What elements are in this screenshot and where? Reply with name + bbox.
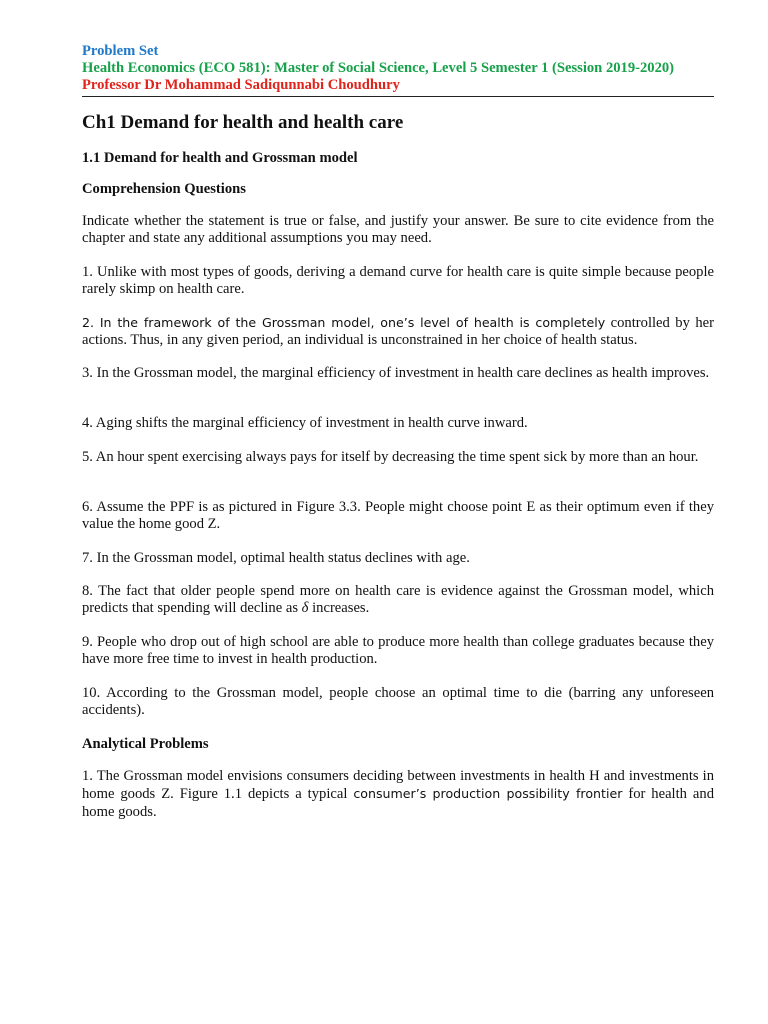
section-title: 1.1 Demand for health and Grossman model [82, 150, 358, 166]
delta-symbol: δ [301, 600, 309, 617]
analytical-problem-1-text-a: 1. The Grossman model envisions consumers deciding between investments in health H and investments in home goods Z. Figure 1.1 depicts a typical [82, 768, 714, 803]
question-9: 9. People who drop out of high school are able to produce more health than college graduates because they have more free time to invest in health production. [82, 634, 714, 668]
comprehension-heading: Comprehension Questions [82, 181, 246, 197]
analytical-problem-1-text-c: for health and home goods. [82, 786, 714, 820]
header-professor: Professor Dr Mohammad Sadiqunnabi Choudhury [82, 77, 400, 93]
question-1: 1. Unlike with most types of goods, deriving a demand curve for health care is quite simple because people rarely skimp on health care. [82, 264, 714, 298]
question-3: 3. In the Grossman model, the marginal efficiency of investment in health care declines as health improves. [82, 365, 710, 381]
header-course-title: Health Economics (ECO 581): Master of Social Science, Level 5 Semester 1 (Session 2019-2020) [82, 60, 675, 76]
question-7: 7. In the Grossman model, optimal health status declines with age. [82, 550, 470, 566]
question-8-text-b: increases. [308, 600, 370, 617]
analytical-problem-1-text-b: consumer’s production possibility frontier [353, 786, 623, 802]
question-2-text-a: 2. In the framework of the Grossman model, one’s level of health is completely [82, 315, 606, 330]
question-2 [82, 314, 714, 350]
header-problem-set: Problem Set [82, 43, 159, 59]
question-8-text-a: 8. The fact that older people spend more on health care is evidence against the Grossman model, which predicts that spending will decline as [82, 583, 714, 617]
chapter-title: Ch1 Demand for health and health care [82, 112, 404, 133]
question-8 [82, 583, 714, 618]
question-6: 6. Assume the PPF is as pictured in Figure 3.3. People might choose point E as their optimum even if they value the home good Z. [82, 499, 714, 533]
analytical-problem-1 [82, 768, 714, 821]
question-4: 4. Aging shifts the marginal efficiency of investment in health curve inward. [82, 415, 528, 431]
header-divider [82, 96, 714, 97]
question-10: 10. According to the Grossman model, people choose an optimal time to die (barring any unforeseen accidents). [82, 685, 714, 719]
question-2-text-b: controlled by her actions. Thus, in any given period, an individual is unconstrained in her choice of health status. [82, 315, 714, 349]
instructions-paragraph: Indicate whether the statement is true or false, and justify your answer. Be sure to cite evidence from the chapter and state any additional assumptions you may need. [82, 213, 714, 247]
question-5: 5. An hour spent exercising always pays for itself by decreasing the time spent sick by more than an hour. [82, 449, 699, 465]
analytical-heading: Analytical Problems [82, 736, 209, 752]
